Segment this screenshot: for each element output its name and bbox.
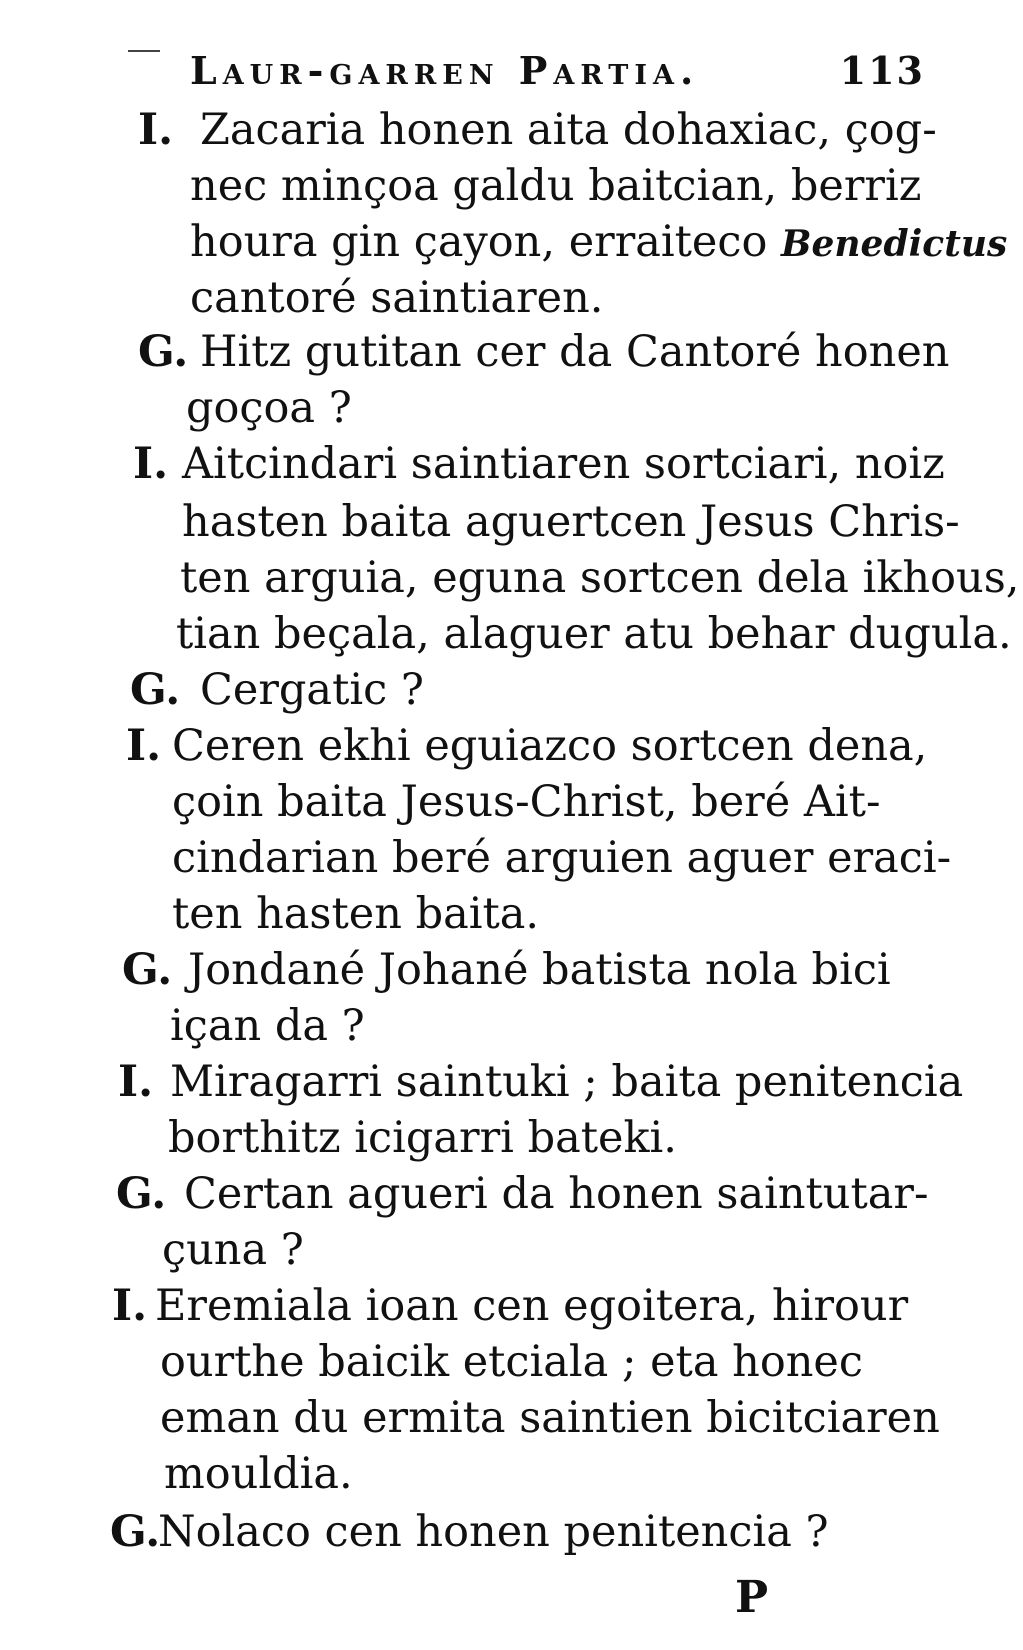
running-header xyxy=(190,48,925,108)
speaker-label: G. xyxy=(110,1507,161,1557)
speaker-label: G. xyxy=(138,327,189,377)
text-line: Zacaria honen aita dohaxiac, çog- xyxy=(200,105,937,155)
text-line: mouldia. xyxy=(164,1449,353,1499)
text-line: Ceren ekhi eguiazco sortcen dena, xyxy=(172,721,928,771)
text-line: içan da ? xyxy=(170,1001,365,1051)
text-line: Certan agueri da honen saintutar- xyxy=(184,1169,929,1219)
signature-mark: P xyxy=(735,1572,769,1623)
text-line: borthitz icigarri bateki. xyxy=(168,1113,677,1163)
text-line: çuna ? xyxy=(162,1225,304,1275)
text-line: Hitz gutitan cer da Cantoré honen xyxy=(200,327,950,377)
text-line: Cergatic ? xyxy=(200,665,424,715)
speaker-label: I. xyxy=(133,439,169,489)
text-line: çoin baita Jesus-Christ, beré Ait- xyxy=(172,777,881,827)
speaker-label: G. xyxy=(122,945,173,995)
text-line: Eremiala ioan cen egoitera, hirour xyxy=(155,1281,909,1331)
text-line: cantoré saintiaren. xyxy=(190,273,604,323)
latin-word: Benedictus xyxy=(781,223,1008,265)
speaker-label: I. xyxy=(112,1281,148,1331)
text-line: Aitcindari saintiaren sortciari, noiz xyxy=(182,439,945,489)
text-line: goçoa ? xyxy=(186,383,352,433)
text-line: Jondané Johané batista nola bici xyxy=(188,945,891,995)
text-line: cindarian beré arguien aguer eraci- xyxy=(172,833,952,883)
speaker-label: G. xyxy=(116,1169,167,1219)
speaker-label: I. xyxy=(118,1057,154,1107)
text-line: Miragarri saintuki ; baita penitencia xyxy=(170,1057,964,1107)
text-line: ourthe baicik etciala ; eta honec xyxy=(160,1337,863,1387)
speaker-label: I. xyxy=(126,721,162,771)
text-line: hasten baita aguertcen Jesus Chris- xyxy=(182,497,960,547)
speaker-label: I. xyxy=(138,105,174,155)
text-fragment: houra gin çayon, erraiteco xyxy=(190,217,782,267)
text-line: nec minçoa galdu baitcian, berriz xyxy=(190,161,922,211)
header-dash xyxy=(128,50,160,52)
text-line: eman du ermita saintien bicitciaren xyxy=(160,1393,940,1443)
speaker-label: G. xyxy=(130,665,181,715)
text-line: ten hasten baita. xyxy=(172,889,540,939)
text-line: ten arguia, eguna sortcen dela ikhous, xyxy=(180,553,1020,603)
text-line: tian beçala, alaguer atu behar dugula. xyxy=(176,609,1012,659)
text-line: Nolaco cen honen penitencia ? xyxy=(158,1507,829,1557)
text-line xyxy=(190,212,1007,272)
page-number: 113 xyxy=(839,48,925,93)
running-title: Laur-garren Partia. xyxy=(190,48,700,93)
